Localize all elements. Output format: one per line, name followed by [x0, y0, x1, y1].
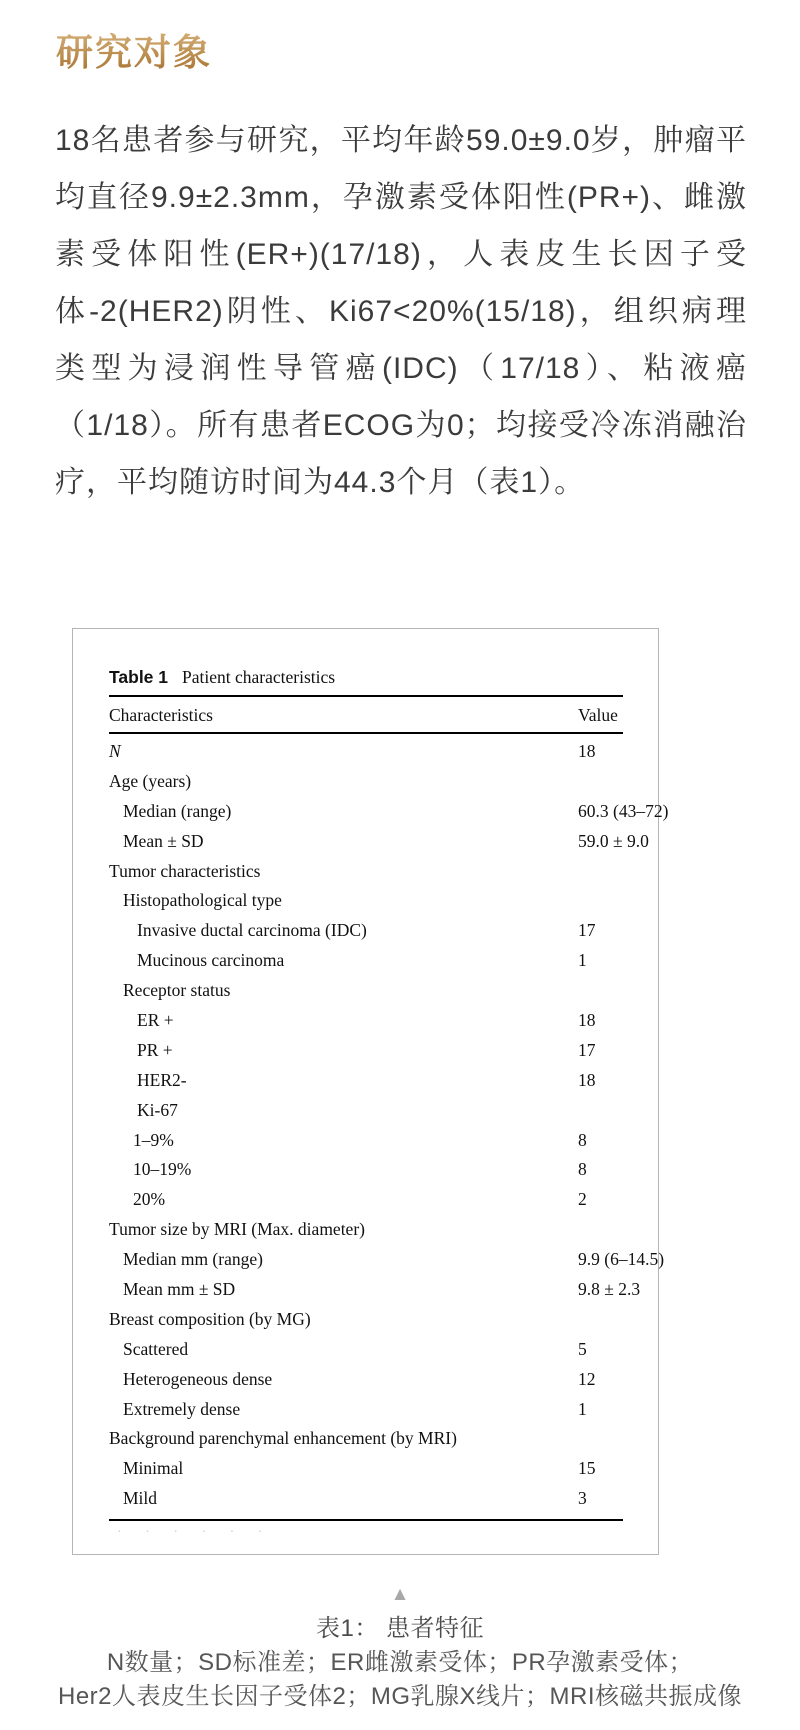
row-value: 5 — [578, 1338, 587, 1359]
row-label: HER2- — [137, 1069, 187, 1090]
table-header-rule — [109, 732, 623, 734]
row-label: Mucinous carcinoma — [137, 950, 285, 971]
table-row — [109, 1454, 649, 1484]
table-row — [109, 1036, 649, 1066]
table-row — [109, 857, 649, 887]
row-value: 2 — [578, 1189, 587, 1210]
triangle-up-icon: ▲ — [390, 1584, 410, 1605]
row-label: Minimal — [123, 1458, 184, 1479]
row-label: 10–19% — [133, 1159, 192, 1180]
figure-caption-title: 表1： 患者特征 — [315, 1615, 484, 1642]
row-value: 17 — [578, 920, 596, 941]
row-value: 1 — [578, 1398, 587, 1419]
table-number-label: Table 1 — [109, 667, 169, 687]
table-row — [109, 1215, 649, 1245]
table-figure-image — [72, 628, 669, 1555]
row-label: Breast composition (by MG) — [109, 1308, 311, 1329]
section-heading: 研究对象 — [56, 22, 212, 76]
row-value: 15 — [578, 1458, 596, 1479]
row-value: 9.8 ± 2.3 — [578, 1279, 641, 1300]
row-label: Extremely dense — [123, 1398, 241, 1419]
row-label: Ki-67 — [137, 1099, 178, 1120]
row-value: 60.3 (43–72) — [578, 800, 669, 821]
col-header-characteristics: Characteristics — [109, 705, 213, 725]
table-row — [109, 1335, 649, 1365]
table-top-rule — [109, 695, 623, 697]
row-value: 8 — [578, 1129, 587, 1150]
table-body — [109, 737, 669, 1514]
table-row — [109, 1365, 649, 1395]
row-label: N — [109, 741, 121, 761]
table-header-row — [109, 700, 623, 730]
row-label: Receptor status — [123, 980, 231, 1001]
table-row — [109, 1155, 649, 1185]
table-row — [109, 767, 649, 797]
row-value: 9.9 (6–14.5) — [578, 1249, 665, 1270]
row-label: Median mm (range) — [123, 1249, 263, 1270]
body-paragraph: 18名患者参与研究，平均年龄59.0±9.0岁，肿瘤平均直径9.9±2.3mm，孕激素受体阳性(PR+)、雌激素受体阳性(ER+)(17/18)，人表皮生长因子受体-2(HER2)阴性、Ki67<20%(15/18)，组织病理类型为浸润性导管癌(IDC)（17/18）、粘液癌（1/18）。所有患者ECOG为0；均接受冷冻消融治疗，平均随访时间为44.3个月（表1）。 — [55, 124, 747, 499]
row-value: 59.0 ± 9.0 — [578, 830, 649, 851]
row-label: PR + — [137, 1039, 173, 1060]
table-row — [109, 827, 649, 857]
table-row — [109, 1424, 649, 1454]
table-row — [109, 737, 649, 767]
row-label: Background parenchymal enhancement (by MRI) — [109, 1428, 457, 1449]
row-label: ER + — [137, 1010, 174, 1031]
row-label: Mean mm ± SD — [123, 1279, 236, 1300]
row-label: 20% — [133, 1189, 166, 1210]
row-value: 18 — [578, 1010, 596, 1031]
row-label: Tumor size by MRI (Max. diameter) — [109, 1219, 365, 1240]
table-row — [109, 1245, 665, 1275]
row-label: Median (range) — [123, 800, 232, 821]
table-bottom-rule — [109, 1519, 623, 1521]
row-value: 18 — [578, 1069, 596, 1090]
row-label: 1–9% — [133, 1129, 174, 1150]
table-title — [109, 667, 335, 688]
table-row — [109, 1395, 649, 1425]
table-row — [109, 1096, 649, 1126]
row-label: Scattered — [123, 1338, 189, 1359]
table-row — [109, 1066, 649, 1096]
row-label: Age (years) — [109, 770, 192, 791]
table-row — [109, 1006, 649, 1036]
row-label: Mean ± SD — [123, 830, 204, 851]
table-row — [109, 916, 649, 946]
table-row — [109, 946, 649, 976]
col-header-value: Value — [578, 705, 618, 725]
table-row — [109, 1305, 649, 1335]
row-label: Tumor characteristics — [109, 860, 261, 881]
row-label: Mild — [123, 1488, 158, 1509]
row-value: 1 — [578, 950, 587, 971]
row-value: 17 — [578, 1039, 596, 1060]
table-row — [109, 976, 649, 1006]
table-row — [109, 1275, 649, 1305]
table-row — [109, 886, 649, 916]
table-row — [109, 1185, 649, 1215]
table-row — [109, 797, 669, 827]
table-row — [109, 1126, 649, 1156]
row-value: 18 — [578, 741, 596, 761]
cropped-footnote-fragment: · · · · · · — [117, 1525, 273, 1540]
table-row — [109, 1484, 649, 1514]
table-title-text: Patient characteristics — [182, 667, 336, 687]
row-label: Histopathological type — [123, 890, 282, 911]
row-label: Invasive ductal carcinoma (IDC) — [137, 920, 367, 941]
row-value: 12 — [578, 1368, 596, 1389]
figure-caption-abbrev-2: Her2人表皮生长因子受体2；MG乳腺X线片；MRI核磁共振成像 — [57, 1683, 743, 1710]
row-value: 8 — [578, 1159, 587, 1180]
figure-caption-abbrev-1: N数量；SD标准差；ER雌激素受体；PR孕激素受体； — [106, 1649, 694, 1676]
row-label: Heterogeneous dense — [123, 1368, 273, 1389]
row-value: 3 — [578, 1488, 587, 1509]
